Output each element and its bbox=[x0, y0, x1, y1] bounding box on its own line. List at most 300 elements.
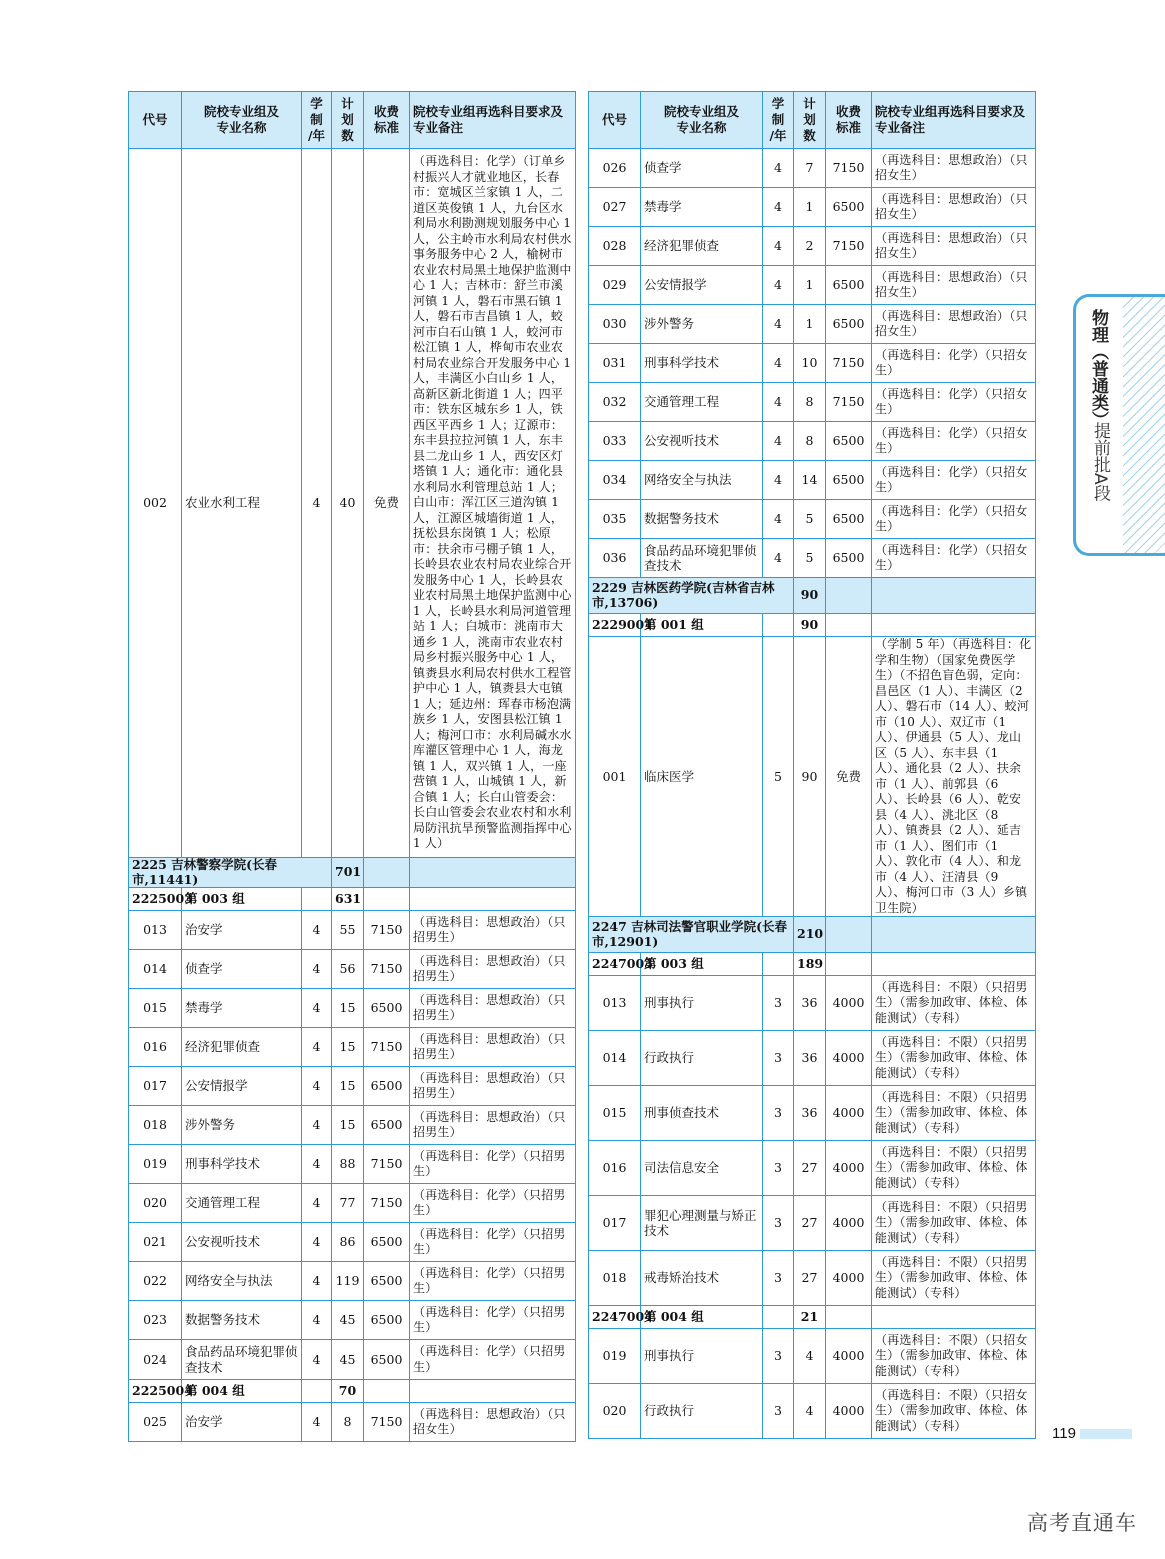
major-name: 临床医学 bbox=[641, 637, 763, 917]
major-years: 4 bbox=[302, 1106, 332, 1145]
major-fee: 6500 bbox=[364, 1106, 410, 1145]
group-plan: 631 bbox=[332, 888, 364, 911]
major-code: 035 bbox=[589, 500, 641, 539]
major-years: 4 bbox=[763, 344, 794, 383]
major-years: 3 bbox=[763, 1384, 794, 1439]
major-note: （再选科目：化学）（只招女生） bbox=[872, 461, 1036, 500]
watermark: 高考直通车 bbox=[1027, 1511, 1137, 1535]
side-tab-batch: 提前批A段 bbox=[1090, 422, 1110, 502]
major-fee: 6500 bbox=[364, 1262, 410, 1301]
group-name: 第 001 组 bbox=[641, 614, 763, 637]
major-note: （再选科目：化学）（订单乡村振兴人才就业地区，长春市：宽城区兰家镇 1 人，二道区英俊镇 1 人，九台区水利局水利勘测规划服务中心 1 人，公主岭市水利局农村供水事务服务中心 2 人，榆树市农业农村局黑土地保护监测中心 1 人；吉林市：舒兰市溪河镇 1 人，磐石市黑石镇 1 人，磐石市吉昌镇 1 人，蛟河市白石山镇 1 人，蛟河市松江镇 1 人，桦甸市农业农村局农业综合开发服务中心 1 人，丰满区小白山乡 1 人，高新区新北街道 1 人；四平市：铁东区城东乡 1 人，铁西区平西乡 1 人；辽源市：东丰县拉拉河镇 1 人，东丰县二龙山乡 1 人，西安区灯塔镇 1 人；通化市：通化县水利局水利管理总站 1 人；白山市：浑江区三道沟镇 1 人，江源区城墙街道 1 人，抚松县东岗镇 1 人；松原市：扶余市弓棚子镇 1 人，长岭县农业农村局农业综合开发服务中心 1 人，长岭县农业农村局黑土地保护监测中心 1 人，长岭县水利局河道管理站 1 人；白城市：洮南市大通乡 1 人，洮南市农业农村局乡村振兴服务中心 1 人，镇赉县水利局农村供水工程管护中心 1 人，镇赉县大屯镇 1 人；延边州：珲春市杨泡满族乡 1 人，安图县松江镇 1 人；梅河口市：水利局碱水水库灌区管理中心 1 人，海龙镇 1 人，双兴镇 1 人，一座营镇 1 人，山城镇 1 人，新合镇 1 人；长白山管委会：长白山管委会农业农村和水利局防汛抗旱预警监测指挥中心 1 人） bbox=[410, 149, 576, 858]
major-name: 数据警务技术 bbox=[641, 500, 763, 539]
major-name: 涉外警务 bbox=[641, 305, 763, 344]
major-years: 4 bbox=[302, 1223, 332, 1262]
major-plan: 7 bbox=[794, 149, 826, 188]
header-row bbox=[129, 92, 576, 149]
school-fee-empty bbox=[826, 578, 872, 614]
table-row bbox=[589, 305, 1036, 344]
major-name: 刑事执行 bbox=[641, 1329, 763, 1384]
major-plan: 15 bbox=[332, 1067, 364, 1106]
major-years: 4 bbox=[302, 1028, 332, 1067]
major-years: 3 bbox=[763, 1141, 794, 1196]
major-name: 刑事科学技术 bbox=[182, 1145, 302, 1184]
major-fee: 6500 bbox=[364, 1067, 410, 1106]
major-years: 3 bbox=[763, 1196, 794, 1251]
major-code: 026 bbox=[589, 149, 641, 188]
major-fee: 6500 bbox=[364, 1223, 410, 1262]
major-code: 030 bbox=[589, 305, 641, 344]
header-code: 代号 bbox=[589, 92, 641, 149]
major-years: 4 bbox=[763, 383, 794, 422]
group-row bbox=[589, 614, 1036, 637]
page-number-bar bbox=[1080, 1429, 1132, 1439]
major-note: （再选科目：思想政治）（只招男生） bbox=[410, 1028, 576, 1067]
major-name: 罪犯心理测量与矫正技术 bbox=[641, 1196, 763, 1251]
header-row bbox=[589, 92, 1036, 149]
table-row bbox=[589, 1086, 1036, 1141]
major-code: 020 bbox=[129, 1184, 182, 1223]
group-name: 第 003 组 bbox=[182, 888, 302, 911]
major-plan: 8 bbox=[794, 422, 826, 461]
header-name: 院校专业组及 专业名称 bbox=[182, 92, 302, 149]
major-note: （再选科目：化学）（只招男生） bbox=[410, 1340, 576, 1380]
major-name: 数据警务技术 bbox=[182, 1301, 302, 1340]
major-note: （再选科目：化学）（只招男生） bbox=[410, 1145, 576, 1184]
major-plan: 4 bbox=[794, 1384, 826, 1439]
major-years: 4 bbox=[302, 1184, 332, 1223]
major-note: （再选科目：不限）（只招男生）（需参加政审、体检、体能测试）（专科） bbox=[872, 1141, 1036, 1196]
major-years: 4 bbox=[302, 1145, 332, 1184]
table-row bbox=[589, 1384, 1036, 1439]
major-plan: 14 bbox=[794, 461, 826, 500]
major-fee: 6500 bbox=[826, 461, 872, 500]
table-row bbox=[589, 976, 1036, 1031]
table-row bbox=[589, 188, 1036, 227]
side-tab-category: 物理（普通类） bbox=[1088, 309, 1108, 428]
major-name: 侦查学 bbox=[182, 950, 302, 989]
major-code: 032 bbox=[589, 383, 641, 422]
group-years-empty bbox=[763, 1306, 794, 1329]
header-name: 院校专业组及 专业名称 bbox=[641, 92, 763, 149]
school-title: 2229 吉林医药学院(吉林省吉林市,13706) bbox=[589, 578, 794, 614]
major-plan: 45 bbox=[332, 1301, 364, 1340]
table-body-right bbox=[589, 149, 1036, 1439]
major-years: 3 bbox=[763, 1251, 794, 1306]
major-code: 025 bbox=[129, 1403, 182, 1442]
group-name: 第 003 组 bbox=[641, 953, 763, 976]
major-code: 014 bbox=[589, 1031, 641, 1086]
major-years: 5 bbox=[763, 637, 794, 917]
major-code: 020 bbox=[589, 1384, 641, 1439]
major-code: 017 bbox=[129, 1067, 182, 1106]
major-plan: 15 bbox=[332, 1028, 364, 1067]
major-years: 4 bbox=[302, 911, 332, 950]
major-plan: 10 bbox=[794, 344, 826, 383]
major-code: 034 bbox=[589, 461, 641, 500]
header-fee: 收费 标准 bbox=[826, 92, 872, 149]
major-plan: 8 bbox=[332, 1403, 364, 1442]
major-code: 028 bbox=[589, 227, 641, 266]
major-fee: 7150 bbox=[364, 1145, 410, 1184]
major-fee: 6500 bbox=[826, 539, 872, 578]
major-plan: 4 bbox=[794, 1329, 826, 1384]
major-name: 禁毒学 bbox=[641, 188, 763, 227]
group-code: 2247004 bbox=[589, 1306, 641, 1329]
major-fee: 免费 bbox=[826, 637, 872, 917]
major-years: 4 bbox=[763, 461, 794, 500]
major-note: （再选科目：不限）（只招男生）（需参加政审、体检、体能测试）（专科） bbox=[872, 1031, 1036, 1086]
major-note: （再选科目：思想政治）（只招男生） bbox=[410, 1067, 576, 1106]
major-name: 农业水利工程 bbox=[182, 149, 302, 858]
table-row bbox=[129, 911, 576, 950]
group-code: 2225003 bbox=[129, 888, 182, 911]
major-note: （再选科目：不限）（只招男生）（需参加政审、体检、体能测试）（专科） bbox=[872, 976, 1036, 1031]
major-fee: 4000 bbox=[826, 1031, 872, 1086]
school-plan: 210 bbox=[794, 917, 826, 953]
header-note: 院校专业组再选科目要求及 专业备注 bbox=[410, 92, 576, 149]
table-row bbox=[129, 1262, 576, 1301]
school-plan: 90 bbox=[794, 578, 826, 614]
major-name: 交通管理工程 bbox=[182, 1184, 302, 1223]
major-fee: 4000 bbox=[826, 1196, 872, 1251]
major-plan: 40 bbox=[332, 149, 364, 858]
major-fee: 6500 bbox=[364, 989, 410, 1028]
group-years-empty bbox=[763, 614, 794, 637]
group-code: 2229001 bbox=[589, 614, 641, 637]
table-row bbox=[129, 1223, 576, 1262]
major-fee: 6500 bbox=[826, 266, 872, 305]
table-row bbox=[129, 1403, 576, 1442]
major-plan: 5 bbox=[794, 500, 826, 539]
major-code: 015 bbox=[589, 1086, 641, 1141]
table-row bbox=[129, 1067, 576, 1106]
table-row bbox=[589, 1329, 1036, 1384]
school-note-empty bbox=[872, 578, 1036, 614]
major-plan: 88 bbox=[332, 1145, 364, 1184]
major-name: 戒毒矫治技术 bbox=[641, 1251, 763, 1306]
major-years: 4 bbox=[763, 305, 794, 344]
group-row bbox=[129, 888, 576, 911]
table-row bbox=[589, 266, 1036, 305]
major-note: （再选科目：思想政治）（只招女生） bbox=[872, 149, 1036, 188]
table-row bbox=[589, 539, 1036, 578]
table-row bbox=[589, 637, 1036, 917]
school-note-empty bbox=[872, 917, 1036, 953]
major-note: （再选科目：化学）（只招女生） bbox=[872, 383, 1036, 422]
major-name: 涉外警务 bbox=[182, 1106, 302, 1145]
major-name: 网络安全与执法 bbox=[182, 1262, 302, 1301]
major-name: 网络安全与执法 bbox=[641, 461, 763, 500]
major-plan: 1 bbox=[794, 305, 826, 344]
major-name: 交通管理工程 bbox=[641, 383, 763, 422]
major-code: 036 bbox=[589, 539, 641, 578]
group-years-empty bbox=[302, 888, 332, 911]
major-name: 行政执行 bbox=[641, 1031, 763, 1086]
major-fee: 6500 bbox=[826, 500, 872, 539]
major-fee: 7150 bbox=[364, 1403, 410, 1442]
group-code: 2247003 bbox=[589, 953, 641, 976]
admission-table-right bbox=[588, 91, 1036, 1439]
group-row bbox=[129, 1380, 576, 1403]
major-plan: 1 bbox=[794, 188, 826, 227]
major-note: （再选科目：思想政治）（只招女生） bbox=[872, 266, 1036, 305]
group-code: 2225004 bbox=[129, 1380, 182, 1403]
major-name: 公安情报学 bbox=[182, 1067, 302, 1106]
major-note: （再选科目：化学）（只招女生） bbox=[872, 539, 1036, 578]
major-plan: 36 bbox=[794, 976, 826, 1031]
major-fee: 7150 bbox=[826, 227, 872, 266]
major-plan: 15 bbox=[332, 989, 364, 1028]
major-years: 4 bbox=[763, 227, 794, 266]
group-fee-empty bbox=[826, 614, 872, 637]
major-note: （学制 5 年）（再选科目：化学和生物）（国家免费医学生）（不招色盲色弱，定向：昌邑区（1 人）、丰满区（2 人）、磐石市（14 人）、蛟河市（10 人）、双辽市（1 人）、伊通县（5 人）、龙山区（5 人）、东丰县（1 人）、通化县（2 人）、扶余市（1 人）、前郭县（6 人）、长岭县（6 人）、乾安县（4 人）、洮北区（8 人）、镇赉县（2 人）、延吉市（1 人）、图们市（1 人）、敦化市（4 人）、和龙市（4 人）、汪清县（9 人）、梅河口市（3 人）乡镇卫生院） bbox=[872, 637, 1036, 917]
header-years: 学 制 /年 bbox=[302, 92, 332, 149]
group-note-empty bbox=[410, 1380, 576, 1403]
major-note: （再选科目：思想政治）（只招女生） bbox=[872, 188, 1036, 227]
major-name: 行政执行 bbox=[641, 1384, 763, 1439]
major-fee: 4000 bbox=[826, 976, 872, 1031]
major-note: （再选科目：化学）（只招男生） bbox=[410, 1262, 576, 1301]
major-plan: 45 bbox=[332, 1340, 364, 1380]
major-code: 024 bbox=[129, 1340, 182, 1380]
major-name: 侦查学 bbox=[641, 149, 763, 188]
major-plan: 5 bbox=[794, 539, 826, 578]
major-plan: 8 bbox=[794, 383, 826, 422]
major-plan: 86 bbox=[332, 1223, 364, 1262]
major-name: 禁毒学 bbox=[182, 989, 302, 1028]
header-fee: 收费 标准 bbox=[364, 92, 410, 149]
major-code: 029 bbox=[589, 266, 641, 305]
major-name: 治安学 bbox=[182, 911, 302, 950]
group-name: 第 004 组 bbox=[182, 1380, 302, 1403]
major-plan: 77 bbox=[332, 1184, 364, 1223]
group-fee-empty bbox=[364, 1380, 410, 1403]
major-fee: 6500 bbox=[826, 305, 872, 344]
major-note: （再选科目：思想政治）（只招女生） bbox=[410, 1403, 576, 1442]
major-fee: 7150 bbox=[826, 344, 872, 383]
table-row bbox=[589, 383, 1036, 422]
major-fee: 7150 bbox=[364, 950, 410, 989]
school-plan: 701 bbox=[332, 858, 364, 888]
group-plan: 21 bbox=[794, 1306, 826, 1329]
major-code: 018 bbox=[589, 1251, 641, 1306]
major-code: 019 bbox=[589, 1329, 641, 1384]
major-note: （再选科目：不限）（只招男生）（需参加政审、体检、体能测试）（专科） bbox=[872, 1196, 1036, 1251]
major-fee: 6500 bbox=[364, 1340, 410, 1380]
group-years-empty bbox=[763, 953, 794, 976]
major-note: （再选科目：化学）（只招女生） bbox=[872, 500, 1036, 539]
page-number: 119 bbox=[1052, 1425, 1076, 1442]
major-fee: 7150 bbox=[826, 149, 872, 188]
major-fee: 6500 bbox=[826, 422, 872, 461]
major-code: 015 bbox=[129, 989, 182, 1028]
table-row bbox=[129, 1301, 576, 1340]
major-note: （再选科目：不限）（只招女生）（需参加政审、体检、体能测试）（专科） bbox=[872, 1329, 1036, 1384]
table-row bbox=[589, 149, 1036, 188]
school-row bbox=[129, 858, 576, 888]
major-note: （再选科目：化学）（只招男生） bbox=[410, 1301, 576, 1340]
major-plan: 36 bbox=[794, 1031, 826, 1086]
table-row bbox=[589, 1141, 1036, 1196]
major-code: 019 bbox=[129, 1145, 182, 1184]
table-row bbox=[129, 1340, 576, 1380]
group-row bbox=[589, 1306, 1036, 1329]
major-plan: 27 bbox=[794, 1196, 826, 1251]
school-title: 2225 吉林警察学院(长春市,11441) bbox=[129, 858, 332, 888]
major-code: 013 bbox=[589, 976, 641, 1031]
major-note: （再选科目：不限）（只招男生）（需参加政审、体检、体能测试）（专科） bbox=[872, 1086, 1036, 1141]
group-plan: 189 bbox=[794, 953, 826, 976]
major-plan: 2 bbox=[794, 227, 826, 266]
group-fee-empty bbox=[826, 953, 872, 976]
table-row bbox=[129, 149, 576, 858]
table-row bbox=[129, 950, 576, 989]
major-note: （再选科目：化学）（只招男生） bbox=[410, 1223, 576, 1262]
major-years: 4 bbox=[302, 1067, 332, 1106]
major-fee: 6500 bbox=[826, 188, 872, 227]
table-row bbox=[589, 422, 1036, 461]
major-years: 4 bbox=[763, 539, 794, 578]
group-plan: 70 bbox=[332, 1380, 364, 1403]
major-name: 刑事执行 bbox=[641, 976, 763, 1031]
table-row bbox=[129, 1184, 576, 1223]
school-row bbox=[589, 917, 1036, 953]
major-name: 经济犯罪侦查 bbox=[182, 1028, 302, 1067]
major-fee: 4000 bbox=[826, 1141, 872, 1196]
table-row bbox=[589, 500, 1036, 539]
major-fee: 7150 bbox=[364, 1184, 410, 1223]
side-tab-hatching bbox=[1123, 297, 1165, 553]
school-fee-empty bbox=[364, 858, 410, 888]
admission-table-left bbox=[128, 91, 576, 1442]
group-fee-empty bbox=[826, 1306, 872, 1329]
major-years: 3 bbox=[763, 1086, 794, 1141]
table-row bbox=[129, 1028, 576, 1067]
category-side-tab bbox=[1073, 294, 1165, 556]
major-years: 3 bbox=[763, 976, 794, 1031]
major-years: 4 bbox=[763, 149, 794, 188]
group-note-empty bbox=[872, 614, 1036, 637]
major-code: 013 bbox=[129, 911, 182, 950]
table-row bbox=[589, 1196, 1036, 1251]
major-years: 4 bbox=[302, 989, 332, 1028]
major-fee: 6500 bbox=[364, 1301, 410, 1340]
major-code: 022 bbox=[129, 1262, 182, 1301]
table-body-left bbox=[129, 149, 576, 1442]
major-years: 4 bbox=[302, 1403, 332, 1442]
group-plan: 90 bbox=[794, 614, 826, 637]
major-code: 023 bbox=[129, 1301, 182, 1340]
major-plan: 27 bbox=[794, 1141, 826, 1196]
major-code: 031 bbox=[589, 344, 641, 383]
major-code: 018 bbox=[129, 1106, 182, 1145]
major-code: 021 bbox=[129, 1223, 182, 1262]
major-note: （再选科目：思想政治）（只招男生） bbox=[410, 1106, 576, 1145]
school-fee-empty bbox=[826, 917, 872, 953]
major-fee: 4000 bbox=[826, 1329, 872, 1384]
major-name: 食品药品环境犯罪侦查技术 bbox=[182, 1340, 302, 1380]
group-fee-empty bbox=[364, 888, 410, 911]
major-plan: 56 bbox=[332, 950, 364, 989]
major-plan: 55 bbox=[332, 911, 364, 950]
major-years: 4 bbox=[763, 188, 794, 227]
group-name: 第 004 组 bbox=[641, 1306, 763, 1329]
major-plan: 90 bbox=[794, 637, 826, 917]
major-years: 4 bbox=[302, 149, 332, 858]
major-code: 001 bbox=[589, 637, 641, 917]
major-name: 司法信息安全 bbox=[641, 1141, 763, 1196]
school-row bbox=[589, 578, 1036, 614]
header-plan: 计 划 数 bbox=[794, 92, 826, 149]
major-name: 公安视听技术 bbox=[641, 422, 763, 461]
table-row bbox=[129, 989, 576, 1028]
group-note-empty bbox=[410, 888, 576, 911]
major-note: （再选科目：不限）（只招男生）（需参加政审、体检、体能测试）（专科） bbox=[872, 1251, 1036, 1306]
major-fee: 4000 bbox=[826, 1086, 872, 1141]
major-note: （再选科目：思想政治）（只招女生） bbox=[872, 305, 1036, 344]
major-years: 4 bbox=[763, 422, 794, 461]
major-name: 刑事科学技术 bbox=[641, 344, 763, 383]
group-years-empty bbox=[302, 1380, 332, 1403]
major-years: 4 bbox=[302, 1262, 332, 1301]
major-years: 4 bbox=[763, 500, 794, 539]
major-fee: 免费 bbox=[364, 149, 410, 858]
major-plan: 36 bbox=[794, 1086, 826, 1141]
table-row bbox=[589, 1251, 1036, 1306]
major-note: （再选科目：思想政治）（只招男生） bbox=[410, 950, 576, 989]
major-note: （再选科目：思想政治）（只招男生） bbox=[410, 911, 576, 950]
major-years: 4 bbox=[302, 950, 332, 989]
table-row bbox=[589, 344, 1036, 383]
major-note: （再选科目：思想政治）（只招女生） bbox=[872, 227, 1036, 266]
table-row bbox=[589, 461, 1036, 500]
major-years: 4 bbox=[763, 266, 794, 305]
major-name: 公安情报学 bbox=[641, 266, 763, 305]
major-plan: 27 bbox=[794, 1251, 826, 1306]
major-note: （再选科目：化学）（只招女生） bbox=[872, 344, 1036, 383]
table-row bbox=[129, 1145, 576, 1184]
school-note-empty bbox=[410, 858, 576, 888]
table-row bbox=[589, 1031, 1036, 1086]
major-code: 016 bbox=[589, 1141, 641, 1196]
major-years: 4 bbox=[302, 1301, 332, 1340]
major-name: 刑事侦查技术 bbox=[641, 1086, 763, 1141]
group-note-empty bbox=[872, 953, 1036, 976]
major-code: 016 bbox=[129, 1028, 182, 1067]
school-title: 2247 吉林司法警官职业学院(长春市,12901) bbox=[589, 917, 794, 953]
header-plan: 计 划 数 bbox=[332, 92, 364, 149]
major-years: 4 bbox=[302, 1340, 332, 1380]
major-plan: 119 bbox=[332, 1262, 364, 1301]
table-row bbox=[129, 1106, 576, 1145]
major-code: 027 bbox=[589, 188, 641, 227]
major-code: 002 bbox=[129, 149, 182, 858]
table-row bbox=[589, 227, 1036, 266]
major-name: 治安学 bbox=[182, 1403, 302, 1442]
header-note: 院校专业组再选科目要求及 专业备注 bbox=[872, 92, 1036, 149]
major-code: 014 bbox=[129, 950, 182, 989]
major-fee: 7150 bbox=[826, 383, 872, 422]
major-fee: 7150 bbox=[364, 911, 410, 950]
header-code: 代号 bbox=[129, 92, 182, 149]
major-plan: 15 bbox=[332, 1106, 364, 1145]
major-name: 食品药品环境犯罪侦查技术 bbox=[641, 539, 763, 578]
major-fee: 4000 bbox=[826, 1384, 872, 1439]
major-fee: 7150 bbox=[364, 1028, 410, 1067]
header-years: 学 制 /年 bbox=[763, 92, 794, 149]
major-note: （再选科目：化学）（只招女生） bbox=[872, 422, 1036, 461]
